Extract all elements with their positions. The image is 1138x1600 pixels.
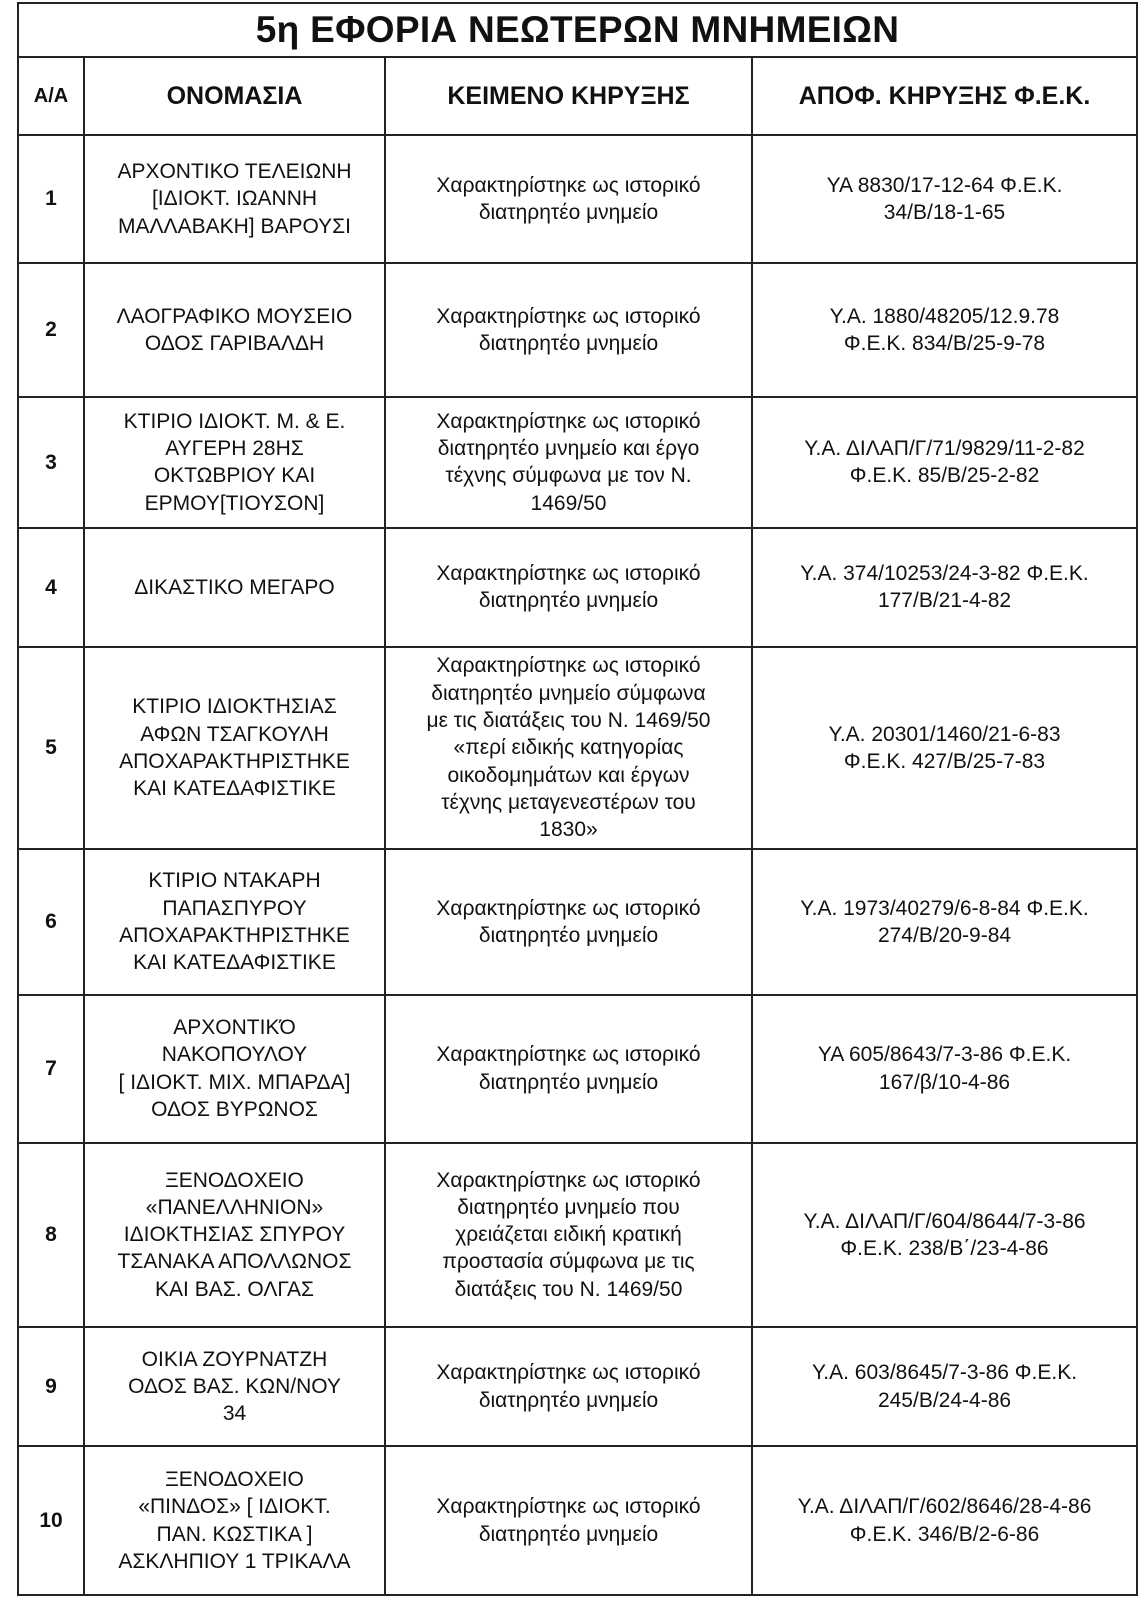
header-aa: Α/Α [18, 57, 84, 135]
cell-line: διατηρητέο μνημείο και έργο [437, 436, 700, 460]
cell-line: ΚΑΙ ΚΑΤΕΔΑΦΙΣΤΙΚΕ [133, 951, 336, 975]
cell-line: Χαρακτηρίστηκε ως ιστορικό [436, 1168, 701, 1192]
monument-name-cell [84, 397, 385, 528]
cell-line: «περί ειδικής κατηγορίας [453, 736, 684, 760]
document-title: 5η ΕΦΟΡΙΑ ΝΕΩΤΕΡΩΝ ΜΝΗΜΕΙΩΝ [18, 3, 1137, 57]
monument-name-cell [84, 995, 385, 1143]
cell-line: ΑΠΟΧΑΡΑΚΤΗΡΙΣΤΗΚΕ [119, 750, 350, 773]
cell-line: Φ.Ε.Κ. 834/Β/25-9-78 [843, 331, 1046, 355]
cell-line: Χαρακτηρίστηκε ως ιστορικό [436, 562, 701, 586]
cell-line: ΑΥΓΕΡΗ 28ΗΣ [165, 436, 304, 460]
cell-line: ΑΡΧΟΝΤΙΚΟ ΤΕΛΕΙΩΝΗ [117, 160, 352, 184]
cell-line: διατηρητέο μνημείο [478, 201, 659, 225]
table-body [18, 135, 1137, 1595]
cell-line: 245/Β/24-4-86 [877, 1388, 1012, 1412]
cell-line: ΑΣΚΛΗΠΙΟΥ 1 ΤΡΙΚΑΛΑ [118, 1549, 351, 1573]
cell-line: Χαρακτηρίστηκε ως ιστορικό [436, 1043, 701, 1067]
row-number: 6 [18, 849, 84, 995]
cell-line: «ΠΑΝΕΛΛΗΝΙΟΝ» [145, 1195, 324, 1219]
row-number: 3 [18, 397, 84, 528]
cell-line: με τις διατάξεις του Ν. 1469/50 [426, 709, 711, 733]
cell-line: ΕΡΜΟΥ[ΤΙΟΥΣΟΝ] [144, 491, 325, 515]
table-row [18, 647, 1137, 849]
cell-line: Χαρακτηρίστηκε ως ιστορικό [436, 409, 701, 433]
cell-line: 177/Β/21-4-82 [877, 589, 1012, 613]
decision-cell [752, 135, 1137, 263]
cell-line: διατηρητέο μνημείο [478, 1388, 659, 1412]
table-row [18, 528, 1137, 647]
monument-name-cell [84, 1327, 385, 1446]
table-row [18, 397, 1137, 528]
decision-cell [752, 263, 1137, 396]
cell-line: διατάξεις του Ν. 1469/50 [454, 1277, 683, 1301]
cell-line: 1469/50 [530, 491, 607, 515]
cell-line: ΜΑΛΛΑΒΑΚΗ] ΒΑΡΟΥΣΙ [118, 214, 351, 238]
monument-name-cell [84, 263, 385, 396]
cell-line: ΞΕΝΟΔΟΧΕΙΟ [165, 1467, 304, 1491]
table-row [18, 1327, 1137, 1446]
cell-line: Υ.Α. ΔΙΛΑΠ/Γ/602/8646/28-4-86 [797, 1495, 1092, 1519]
cell-line: Φ.Ε.Κ. 238/Β΄/23-4-86 [840, 1236, 1049, 1260]
cell-line: ΑΦΩΝ ΤΣΑΓΚΟΥΛΗ [140, 722, 329, 746]
decision-cell [752, 1143, 1137, 1328]
cell-line: 1830» [539, 818, 598, 842]
table-row [18, 135, 1137, 263]
cell-line: Υ.Α. 1880/48205/12.9.78 [829, 304, 1060, 328]
cell-line: Χαρακτηρίστηκε ως ιστορικό [436, 654, 701, 678]
row-number: 2 [18, 263, 84, 396]
cell-line: 34/Β/18-1-65 [883, 201, 1006, 225]
cell-line: χρειάζεται ειδική κρατική [455, 1223, 682, 1247]
decision-cell [752, 647, 1137, 849]
cell-line: Υ.Α. ΔΙΛΑΠ/Γ/604/8644/7-3-86 [803, 1209, 1086, 1233]
cell-line: Χαρακτηρίστηκε ως ιστορικό [436, 1361, 701, 1385]
cell-line: διατηρητέο μνημείο [478, 1522, 659, 1546]
cell-line: ΚΤΙΡΙΟ ΝΤΑΚΑΡΗ [148, 869, 321, 893]
declaration-text-cell [385, 135, 752, 263]
cell-line: ΑΠΟΧΑΡΑΚΤΗΡΙΣΤΗΚΕ [119, 923, 350, 947]
cell-line: ΠΑΠΑΣΠΥΡΟΥ [162, 896, 307, 920]
cell-line: ΔΙΚΑΣΤΙΚΟ ΜΕΓΑΡΟ [134, 575, 335, 599]
cell-line: 167/β/10-4-86 [878, 1070, 1011, 1094]
declaration-text-cell [385, 849, 752, 995]
row-number: 8 [18, 1143, 84, 1328]
cell-line: [ ΙΔΙΟΚΤ. ΜΙΧ. ΜΠΑΡΔΑ] [118, 1070, 351, 1094]
cell-line: ΑΡΧΟΝΤΙΚΌ [173, 1016, 296, 1040]
header-decision: ΑΠΟΦ. ΚΗΡΥΞΗΣ Φ.Ε.Κ. [752, 57, 1137, 135]
cell-line: Φ.Ε.Κ. 427/Β/25-7-83 [843, 750, 1046, 773]
cell-line: 274/Β/20-9-84 [877, 923, 1012, 947]
monument-name-cell [84, 849, 385, 995]
decision-cell [752, 1446, 1137, 1595]
declaration-text-cell [385, 647, 752, 849]
cell-line: Χαρακτηρίστηκε ως ιστορικό [436, 173, 701, 197]
row-number: 7 [18, 995, 84, 1143]
cell-line: ΟΚΤΩΒΡΙΟΥ ΚΑΙ [153, 464, 316, 488]
cell-line: «ΠΙΝΔΟΣ» [ ΙΔΙΟΚΤ. [138, 1495, 331, 1519]
cell-line: διατηρητέο μνημείο [478, 923, 659, 947]
cell-line: ΚΑΙ ΒΑΣ. ΟΛΓΑΣ [155, 1277, 314, 1301]
row-number: 5 [18, 647, 84, 849]
cell-line: [ΙΔΙΟΚΤ. ΙΩΑΝΝΗ [151, 187, 318, 211]
table-row [18, 263, 1137, 396]
header-declaration-text: ΚΕΙΜΕΝΟ ΚΗΡΥΞΗΣ [385, 57, 752, 135]
declaration-text-cell [385, 263, 752, 396]
cell-line: τέχνης σύμφωνα με τον Ν. [445, 464, 692, 488]
cell-line: Υ.Α. ΔΙΛΑΠ/Γ/71/9829/11-2-82 [804, 436, 1085, 460]
monuments-document [17, 2, 1136, 1596]
table-header-row [18, 57, 1137, 135]
cell-line: Φ.Ε.Κ. 85/Β/25-2-82 [849, 464, 1040, 488]
cell-line: ΟΔΟΣ ΒΥΡΩΝΟΣ [151, 1097, 318, 1121]
cell-line: διατηρητέο μνημείο που [457, 1195, 680, 1219]
declaration-text-cell [385, 528, 752, 647]
monument-name-cell [84, 528, 385, 647]
cell-line: διατηρητέο μνημείο [478, 589, 659, 613]
cell-line: ΟΙΚΙΑ ΖΟΥΡΝΑΤΖΗ [141, 1347, 328, 1371]
declaration-text-cell [385, 397, 752, 528]
cell-line: ΚΑΙ ΚΑΤΕΔΑΦΙΣΤΙΚΕ [133, 777, 336, 801]
cell-line: προστασία σύμφωνα με τις [442, 1250, 695, 1274]
cell-line: ΥΑ 605/8643/7-3-86 Φ.Ε.Κ. [817, 1043, 1072, 1067]
decision-cell [752, 995, 1137, 1143]
cell-line: Υ.Α. 603/8645/7-3-86 Φ.Ε.Κ. [811, 1361, 1078, 1385]
monument-name-cell [84, 135, 385, 263]
monument-name-cell [84, 647, 385, 849]
cell-line: Χαρακτηρίστηκε ως ιστορικό [436, 896, 701, 920]
cell-line: διατηρητέο μνημείο [478, 1070, 659, 1094]
table-row [18, 1143, 1137, 1328]
cell-line: Υ.Α. 20301/1460/21-6-83 [828, 722, 1061, 746]
decision-cell [752, 528, 1137, 647]
cell-line: ΟΔΟΣ ΓΑΡΙΒΑΛΔΗ [144, 331, 325, 355]
table-row [18, 1446, 1137, 1595]
cell-line: Χαρακτηρίστηκε ως ιστορικό [436, 304, 701, 328]
cell-line: ΚΤΙΡΙΟ ΙΔΙΟΚΤ. Μ. & Ε. [123, 409, 346, 433]
cell-line: ΠΑΝ. ΚΩΣΤΙΚΑ ] [156, 1522, 313, 1546]
row-number: 10 [18, 1446, 84, 1595]
cell-line: τέχνης μεταγενεστέρων του [441, 790, 696, 814]
decision-cell [752, 397, 1137, 528]
declaration-text-cell [385, 1446, 752, 1595]
monument-name-cell [84, 1446, 385, 1595]
cell-line: ΥΑ 8830/17-12-64 Φ.Ε.Κ. [826, 173, 1063, 197]
row-number: 4 [18, 528, 84, 647]
declaration-text-cell [385, 1143, 752, 1328]
row-number: 9 [18, 1327, 84, 1446]
header-name: ΟΝΟΜΑΣΙΑ [84, 57, 385, 135]
cell-line: ΝΑΚΟΠΟΥΛΟΥ [161, 1043, 308, 1067]
row-number: 1 [18, 135, 84, 263]
declaration-text-cell [385, 995, 752, 1143]
cell-line: διατηρητέο μνημείο [478, 331, 659, 355]
cell-line: ΚΤΙΡΙΟ ΙΔΙΟΚΤΗΣΙΑΣ [132, 695, 337, 719]
monument-name-cell [84, 1143, 385, 1328]
cell-line: διατηρητέο μνημείο σύμφωνα [431, 681, 706, 705]
table-row [18, 849, 1137, 995]
cell-line: οικοδομημάτων και έργων [447, 763, 690, 787]
cell-line: ΙΔΙΟΚΤΗΣΙΑΣ ΣΠΥΡΟΥ [123, 1223, 346, 1247]
cell-line: 34 [222, 1402, 247, 1426]
cell-line: ΟΔΟΣ ΒΑΣ. ΚΩΝ/ΝΟΥ [128, 1375, 341, 1398]
cell-line: Φ.Ε.Κ. 346/Β/2-6-86 [849, 1522, 1040, 1546]
cell-line: ΤΣΑΝΑΚΑ ΑΠΟΛΛΩΝΟΣ [117, 1250, 352, 1274]
monuments-table [17, 2, 1138, 1596]
decision-cell [752, 1327, 1137, 1446]
decision-cell [752, 849, 1137, 995]
cell-line: Χαρακτηρίστηκε ως ιστορικό [436, 1495, 701, 1519]
cell-line: ΞΕΝΟΔΟΧΕΙΟ [165, 1168, 304, 1192]
table-row [18, 995, 1137, 1143]
declaration-text-cell [385, 1327, 752, 1446]
cell-line: ΛΑΟΓΡΑΦΙΚΟ ΜΟΥΣΕΙΟ [116, 304, 353, 328]
cell-line: Υ.Α. 1973/40279/6-8-84 Φ.Ε.Κ. [800, 896, 1089, 920]
cell-line: Υ.Α. 374/10253/24-3-82 Φ.Ε.Κ. [800, 562, 1089, 586]
